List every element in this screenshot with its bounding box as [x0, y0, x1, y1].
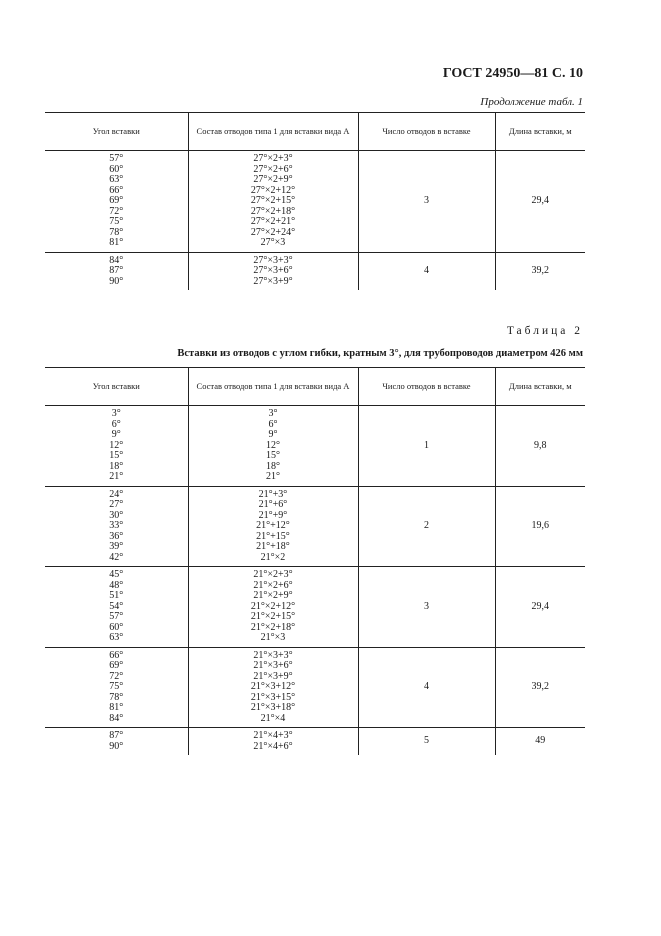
length-cell: 19,6 [495, 486, 585, 567]
composition-cell: 27°×2+3° 27°×2+6° 27°×2+9° 27°×2+12° 27°×2+15° 27°×2+18° 27°×2+21° 27°×2+24° 27°×3 [188, 151, 358, 253]
angle-cell: 57° 60° 63° 66° 69° 72° 75° 78° 81° [109, 153, 124, 248]
table-row [45, 486, 585, 567]
table-2-label: Таблица 2 [506, 325, 583, 337]
table-row [45, 151, 585, 253]
table-continuation-note: Продолжение табл. 1 [480, 96, 583, 108]
length-cell: 9,8 [495, 406, 585, 487]
table-row [45, 567, 585, 648]
angle-cell: 66° 69° 72° 75° 78° 81° 84° [45, 647, 188, 728]
count-cell: 1 [358, 406, 495, 487]
table-row [45, 252, 585, 290]
table-row [45, 647, 585, 728]
table-header-row [45, 368, 585, 406]
angle-cell: 3° 6° 9° 12° 15° 18° 21° [109, 408, 124, 482]
composition-cell: 21°×2+3° 21°×2+6° 21°×2+9° 21°×2+12° 21°×2+15° 21°×2+18° 21°×3 [188, 567, 358, 648]
angle-cell: 84° 87° 90° [45, 252, 188, 290]
count-cell: 5 [358, 728, 495, 756]
column-header-angle: Угол вставки [45, 113, 188, 151]
count-cell: 3 [358, 567, 495, 648]
length-cell: 29,4 [495, 567, 585, 648]
length-cell: 39,2 [495, 647, 585, 728]
length-cell: 49 [495, 728, 585, 756]
angle-cell: 87° 90° [45, 728, 188, 756]
length-cell: 39,2 [495, 252, 585, 290]
angle-cell: 45° 48° 51° 54° 57° 60° 63° [45, 567, 188, 648]
table-2-title: Вставки из отводов с углом гибки, кратным 3°, для трубопроводов диаметром 426 мм [177, 348, 583, 359]
column-header-length: Длина вставки, м [495, 368, 585, 406]
column-header-count: Число отводов в вставке [358, 368, 495, 406]
table-row [45, 406, 585, 487]
composition-cell: 21°+3° 21°+6° 21°+9° 21°+12° 21°+15° 21°+18° 21°×2 [188, 486, 358, 567]
column-header-angle: Угол вставки [45, 368, 188, 406]
count-cell: 3 [358, 151, 495, 253]
composition-cell: 21°×3+3° 21°×3+6° 21°×3+9° 21°×3+12° 21°×3+15° 21°×3+18° 21°×4 [188, 647, 358, 728]
table-row [45, 728, 585, 756]
column-header-count: Число отводов в вставке [358, 113, 495, 151]
count-cell: 4 [358, 647, 495, 728]
count-cell: 4 [358, 252, 495, 290]
doc-header: ГОСТ 24950—81 С. 10 [442, 66, 583, 81]
angle-cell: 24° 27° 30° 33° 36° 39° 42° [45, 486, 188, 567]
table-1-continued [45, 112, 585, 290]
table-header-row [45, 113, 585, 151]
composition-cell: 21°×4+3° 21°×4+6° [188, 728, 358, 756]
composition-cell: 27°×3+3° 27°×3+6° 27°×3+9° [188, 252, 358, 290]
length-cell: 29,4 [495, 151, 585, 253]
column-header-composition: Состав отводов типа 1 для вставки вида А [188, 368, 358, 406]
table-2 [45, 367, 585, 755]
composition-cell: 3° 6° 9° 12° 15° 18° 21° [188, 406, 358, 487]
column-header-length: Длина вставки, м [495, 113, 585, 151]
count-cell: 2 [358, 486, 495, 567]
column-header-composition: Состав отводов типа 1 для вставки вида А [188, 113, 358, 151]
